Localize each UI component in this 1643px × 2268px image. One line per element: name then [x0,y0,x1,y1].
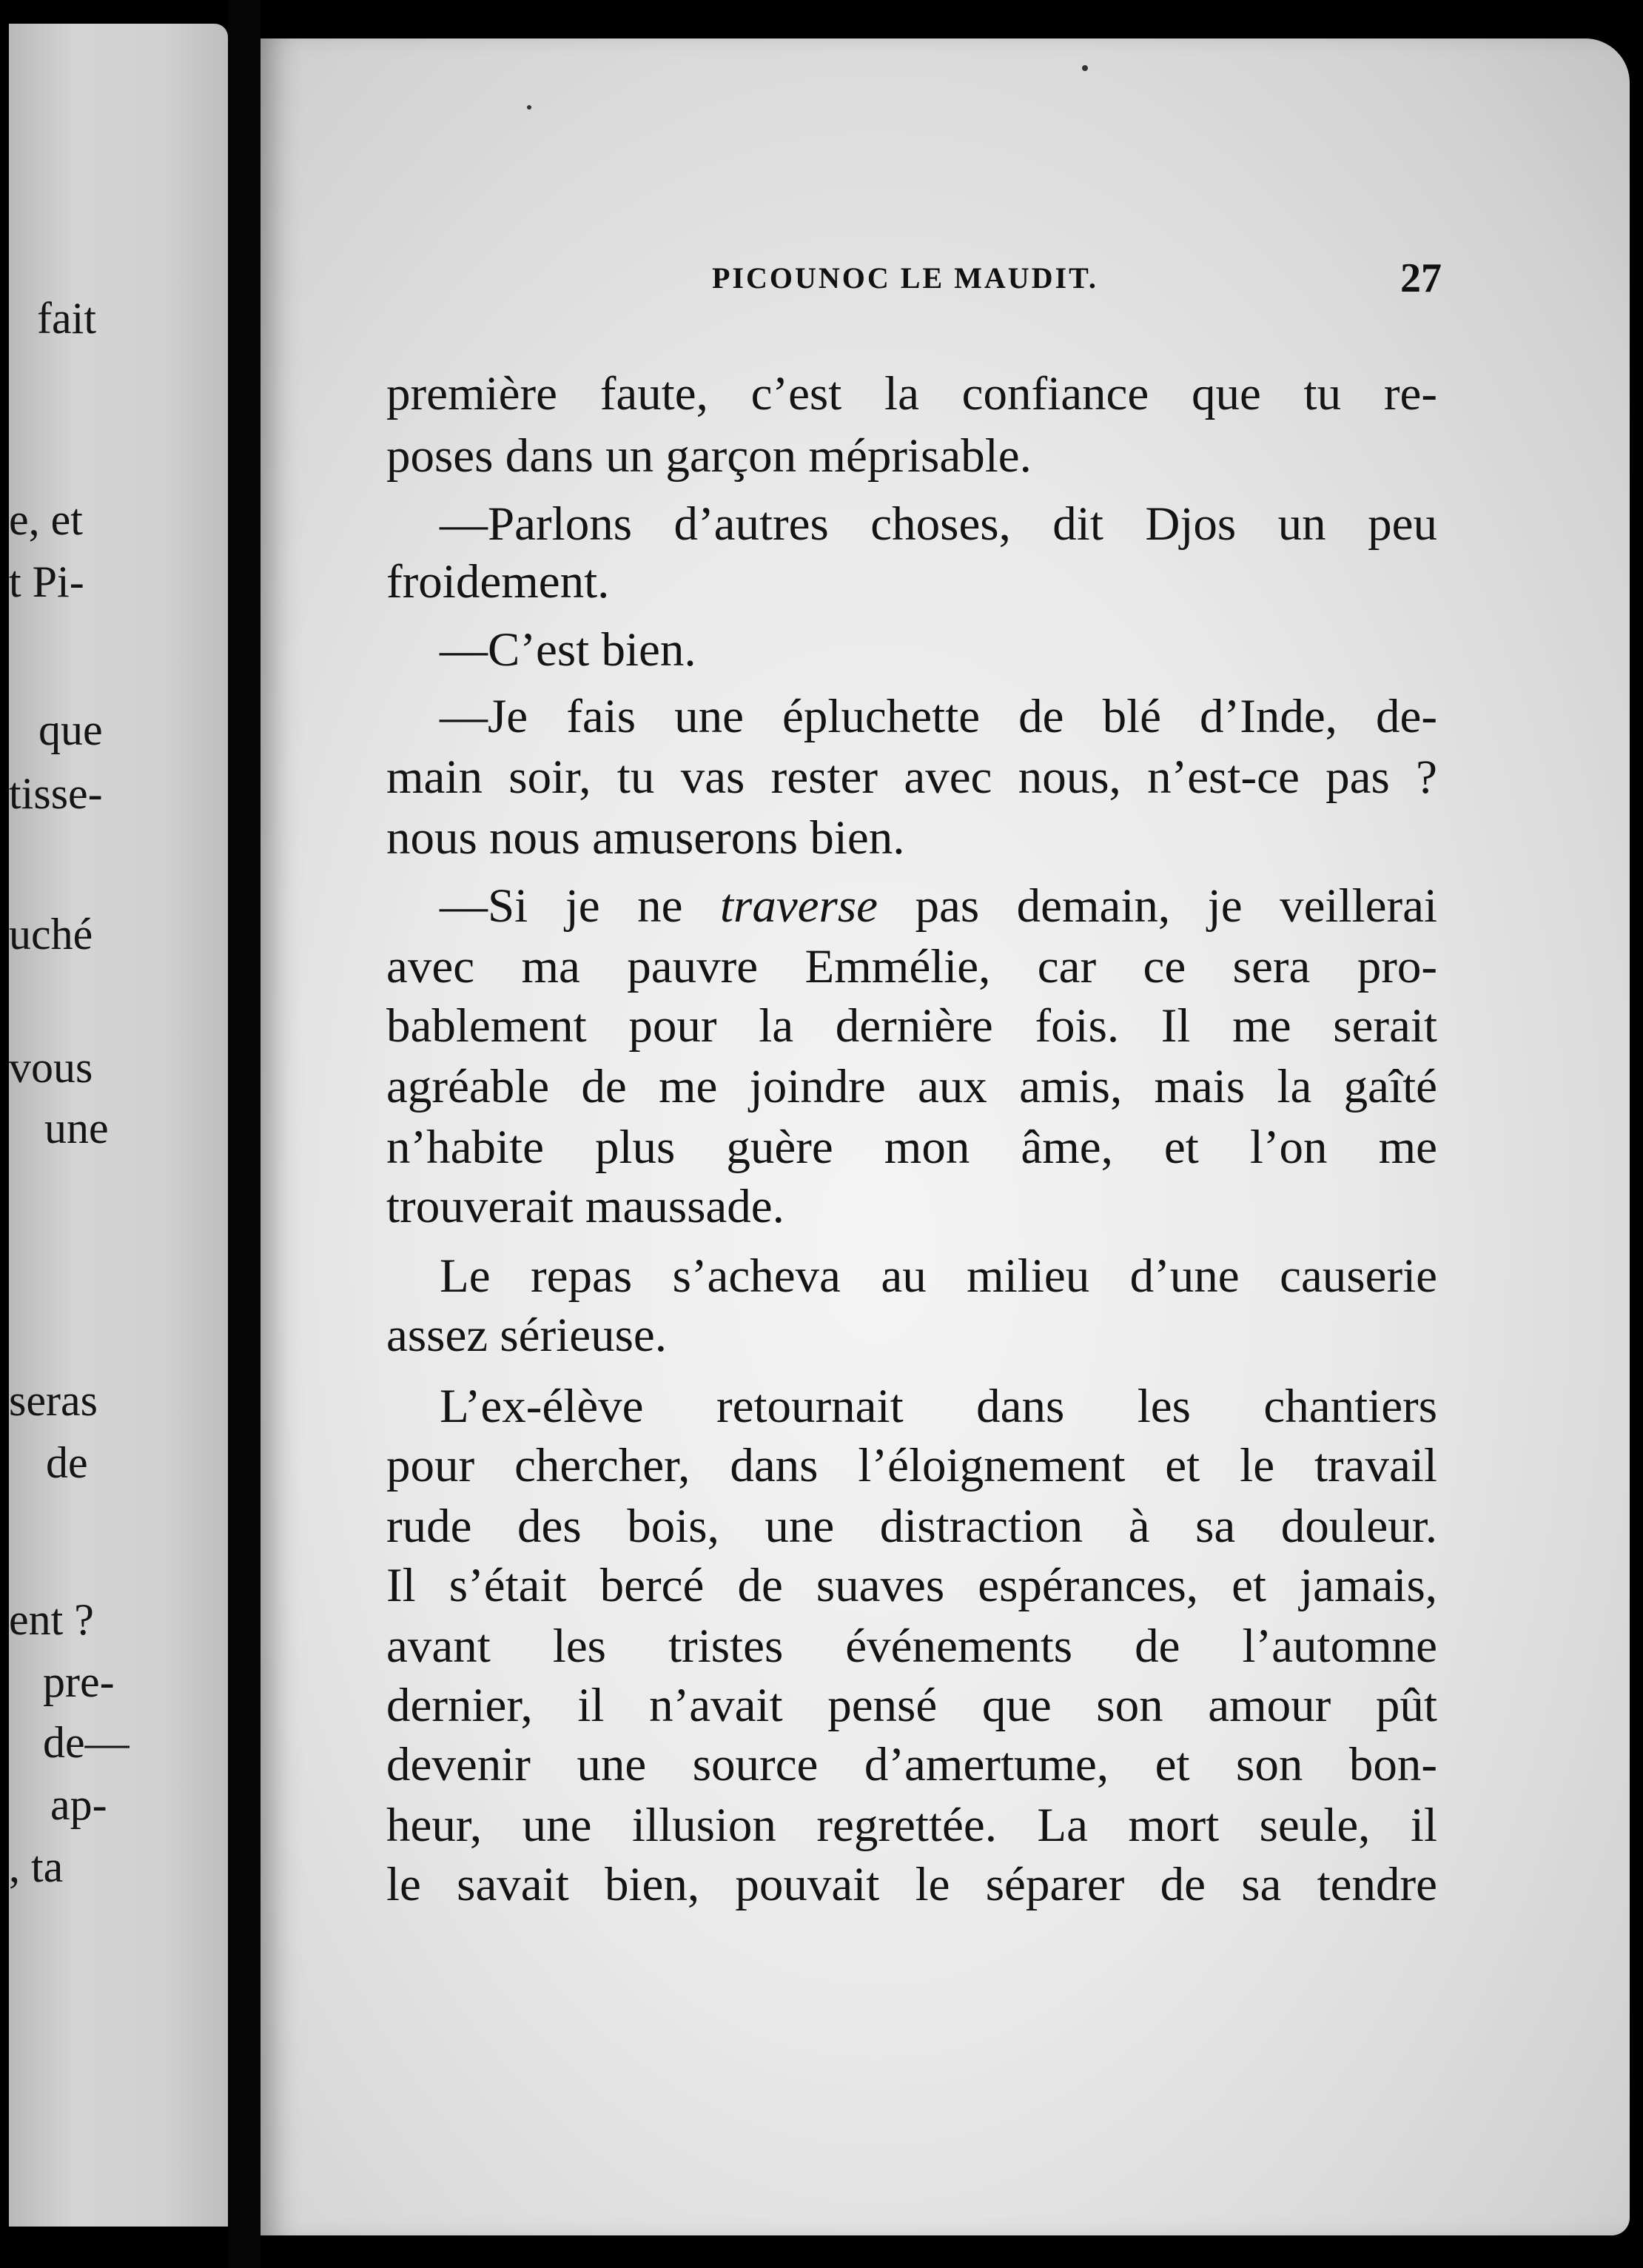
text-line [386,876,1437,936]
left-page [9,24,228,2227]
text-line: dernier, il n’avait pensé que son amour pût [386,1679,1437,1732]
text-line: n’habite plus guère mon âme, et l’on me [386,1121,1437,1174]
text-line: —C’est bien. [440,623,696,677]
text-line: pour chercher, dans l’éloignement et le travail [386,1439,1437,1492]
text-line: nous nous amuserons bien. [386,811,905,865]
italic-word: traverse [719,879,878,933]
left-fragment: , ta [9,1842,64,1891]
left-fragment: que [38,705,103,754]
text-line: rude des bois, une distraction à sa douleur. [386,1500,1437,1553]
left-fragment: de [46,1438,88,1487]
scan-speck [1082,65,1088,71]
running-title: PICOUNOC LE MAUDIT. [712,261,1098,295]
text-line: avec ma pauvre Emmélie, car ce sera pro- [386,940,1437,993]
text-line: le savait bien, pouvait le séparer de sa tendre [386,1858,1437,1911]
book-gutter [228,0,261,2268]
text-line: avant les tristes événements de l’automne [386,1620,1437,1673]
text-segment: —Si je ne [440,879,720,933]
left-fragment: seras [9,1376,98,1425]
scan-speck [527,105,531,110]
left-fragment: tisse- [9,769,103,818]
text-line: —Je fais une épluchette de blé d’Inde, de- [440,690,1437,743]
text-line: Le repas s’acheva au milieu d’une causerie [440,1249,1437,1303]
left-fragment: une [44,1104,109,1153]
left-fragment: e, et [9,495,83,544]
text-line: —Parlons d’autres choses, dit Djos un peu [440,497,1437,551]
text-line: trouverait maussade. [386,1180,784,1233]
left-fragment: ent ? [9,1595,94,1644]
right-page [261,38,1630,2235]
left-fragment: uché [9,910,93,959]
page-header [712,255,1630,306]
text-line: agréable de me joindre aux amis, mais la gaîté [386,1060,1437,1113]
left-fragment: fait [37,294,96,343]
left-fragment: t Pi- [9,557,84,606]
text-segment: pas demain, je veillerai [877,879,1438,933]
left-fragment: de— [43,1718,130,1767]
text-line: première faute, c’est la confiance que tu re- [386,367,1437,420]
text-line: assez sérieuse. [386,1309,667,1362]
text-line: froidement. [386,555,610,608]
left-fragment: pre- [43,1657,115,1706]
text-line: devenir une source d’amertume, et son bon- [386,1738,1437,1791]
left-fragment: ap- [50,1780,107,1829]
page-number: 27 [1400,255,1442,301]
left-fragment: vous [9,1043,93,1092]
text-line: Il s’était bercé de suaves espérances, et jamais, [386,1559,1437,1612]
text-line: heur, une illusion regrettée. La mort seule, il [386,1799,1437,1852]
text-line: L’ex-élève retournait dans les chantiers [440,1380,1437,1433]
text-line: bablement pour la dernière fois. Il me serait [386,999,1437,1053]
text-line: poses dans un garçon méprisable. [386,429,1032,483]
text-line: main soir, tu vas rester avec nous, n’est-ce pas ? [386,751,1437,804]
